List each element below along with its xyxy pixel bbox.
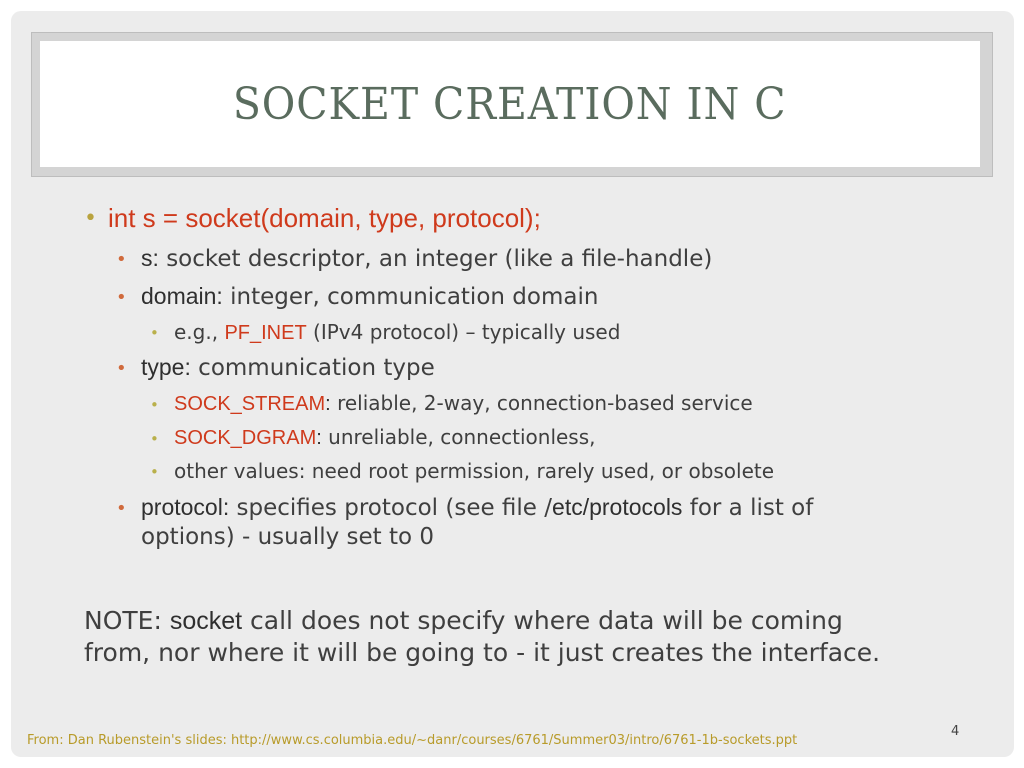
s-key: s:: [141, 245, 159, 271]
sock-stream-colon: :: [325, 393, 331, 415]
eg-prefix: e.g.,: [174, 320, 225, 344]
bullet-s: [141, 245, 712, 272]
bullet-dot: •: [116, 249, 127, 270]
bullet-dot: •: [84, 206, 97, 231]
bullet-socket-call: int s = socket(domain, type, protocol);: [108, 203, 541, 233]
title-box: [40, 41, 980, 167]
domain-key: domain:: [141, 283, 223, 309]
sock-stream-key: SOCK_STREAM: [174, 393, 326, 415]
type-key: type:: [141, 354, 191, 380]
bullet-dot: •: [150, 396, 159, 414]
sock-stream-text: reliable, 2-way, connection-based service: [330, 391, 753, 415]
bullet-dot: •: [150, 430, 159, 448]
bullet-other-values: other values: need root permission, rarely used, or obsolete: [174, 459, 775, 483]
s-text: socket descriptor, an integer (like a file-handle): [158, 246, 713, 272]
pf-inet: PF_INET: [224, 322, 307, 344]
protocol-text1: specifies protocol (see file /: [229, 495, 553, 521]
slide-title: SOCKET CREATION IN C: [233, 78, 787, 130]
note-line2: from, nor where it will be going to - it just creates the interface.: [84, 638, 881, 667]
sock-dgram-text: unreliable, connectionless,: [321, 425, 596, 449]
eg-suffix: (IPv4 protocol) – typically used: [306, 320, 621, 344]
bullet-sock-stream: [174, 391, 753, 416]
sock-dgram-colon: :: [316, 427, 322, 449]
type-text: communication type: [190, 355, 435, 381]
bullet-sock-dgram: [174, 425, 596, 450]
bullet-domain: [141, 283, 598, 310]
bullet-protocol-line2: options) - usually set to 0: [141, 524, 435, 550]
protocol-text2: for a list of: [682, 495, 814, 521]
bullet-type: [141, 354, 435, 381]
page-number: 4: [951, 724, 960, 739]
protocol-file: etc/protocols: [552, 494, 683, 520]
sock-dgram-key: SOCK_DGRAM: [174, 427, 317, 449]
bullet-protocol: [141, 494, 813, 521]
bullet-dot: •: [150, 324, 159, 342]
protocol-key: protocol:: [141, 494, 230, 520]
footer-source: From: Dan Rubenstein's slides: http://www.cs.columbia.edu/~danr/courses/6761/Summer03/intro/6761-1b-sockets.ppt: [27, 733, 798, 748]
note-keyword: socket: [169, 607, 243, 635]
bullet-dot: •: [116, 287, 127, 308]
bullet-dot: •: [116, 498, 127, 519]
bullet-eg: [174, 320, 620, 345]
bullet-dot: •: [116, 358, 127, 379]
note-line1: [84, 606, 843, 636]
bullet-dot: •: [150, 463, 159, 481]
domain-text: integer, communication domain: [222, 284, 599, 310]
note-prefix: NOTE:: [84, 606, 170, 635]
note-line1-rest: call does not specify where data will be coming: [242, 606, 843, 635]
